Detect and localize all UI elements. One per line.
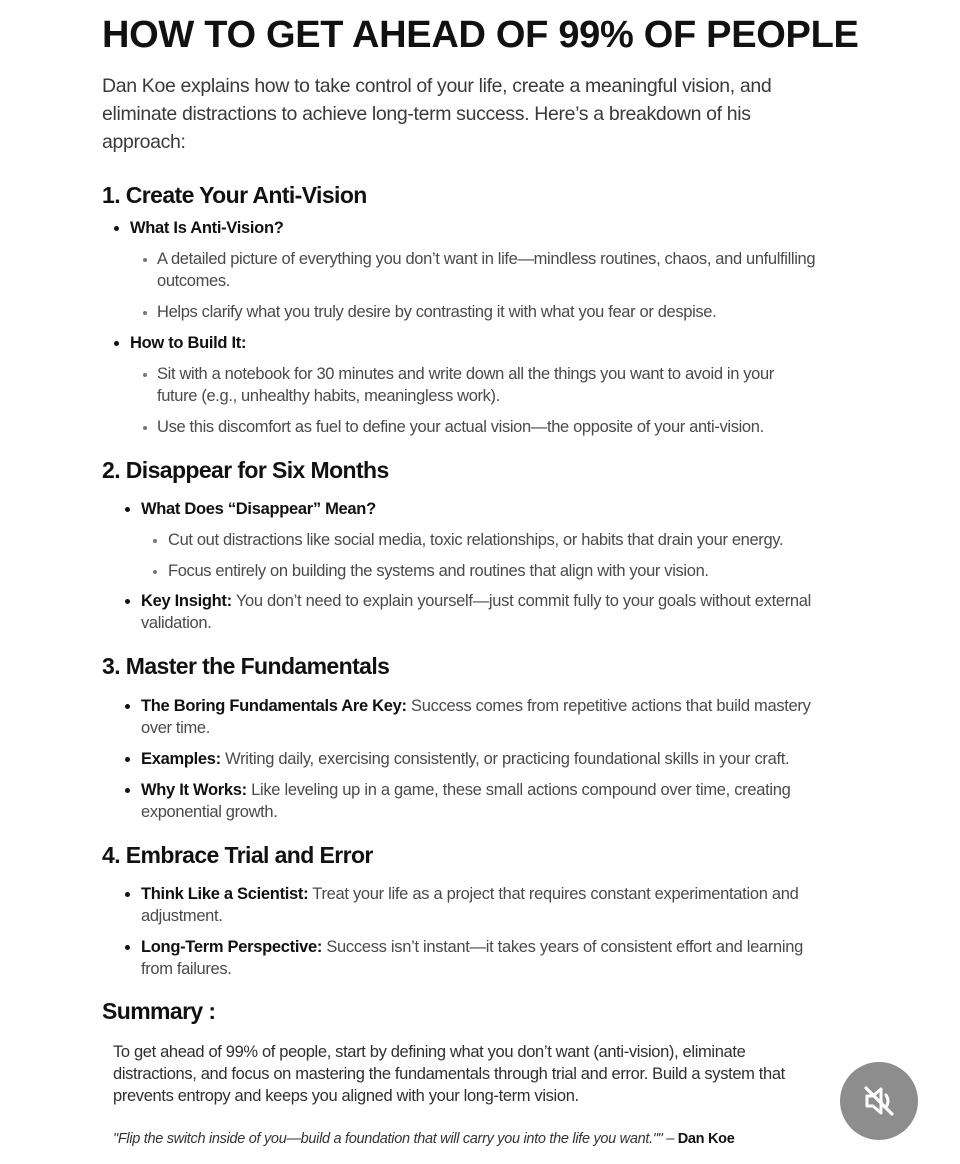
mute-button[interactable] xyxy=(840,1062,918,1140)
s4-scientist-label: Think Like a Scientist: xyxy=(141,885,309,903)
bullet-dot xyxy=(143,373,147,377)
section-1-heading: 1. Create Your Anti-Vision xyxy=(102,182,367,208)
bullet-dot xyxy=(125,757,130,762)
s3-why-label: Why It Works: xyxy=(141,781,247,799)
s3-bullet-why xyxy=(141,781,791,800)
s3-why-line-2: exponential growth. xyxy=(141,803,278,821)
intro-line-3: approach: xyxy=(102,131,186,153)
speaker-muted-icon xyxy=(859,1081,899,1121)
s2-sub-2: Focus entirely on building the systems and routines that align with your vision. xyxy=(168,562,709,580)
quote-text: "Flip the switch inside of you—build a foundation that will carry you into the life you want."" – xyxy=(113,1131,678,1147)
s2-bullet-disappear: What Does “Disappear” Mean? xyxy=(141,500,376,518)
bullet-dot xyxy=(114,226,119,231)
bullet-dot xyxy=(125,599,130,604)
s4-perspective-label: Long-Term Perspective: xyxy=(141,938,323,956)
bullet-dot xyxy=(125,507,130,512)
bullet-dot xyxy=(143,311,147,315)
s3-fundamentals-line-2: over time. xyxy=(141,719,210,737)
bullet-dot xyxy=(153,539,157,543)
closing-quote xyxy=(113,1131,734,1147)
s2-insight-line-2: validation. xyxy=(141,614,212,632)
s3-fundamentals-text: Success comes from repetitive actions that build mastery xyxy=(406,697,811,715)
s4-perspective-text: Success isn’t instant—it takes years of consistent effort and learning xyxy=(322,938,804,956)
intro-line-2: eliminate distractions to achieve long-term success. Here’s a breakdown of his xyxy=(102,103,751,125)
bullet-dot xyxy=(125,892,130,897)
s1-sub-2: Helps clarify what you truly desire by contrasting it with what you fear or despise. xyxy=(157,303,717,321)
s1-bullet-build: How to Build It: xyxy=(130,334,247,352)
summary-line-3: prevents entropy and keeps you aligned with your long-term vision. xyxy=(113,1087,579,1105)
s3-fundamentals-label: The Boring Fundamentals Are Key: xyxy=(141,697,407,715)
bullet-dot xyxy=(125,945,130,950)
s2-insight-label: Key Insight: xyxy=(141,592,232,610)
s3-examples-text: Writing daily, exercising consistently, or practicing foundational skills in your craft. xyxy=(220,750,790,768)
s1-sub-3-line-1: Sit with a notebook for 30 minutes and write down all the things you want to avoid in your xyxy=(157,365,774,383)
s2-sub-1: Cut out distractions like social media, toxic relationships, or habits that drain your energy. xyxy=(168,531,784,549)
s4-bullet-perspective xyxy=(141,938,803,957)
page-title: HOW TO GET AHEAD OF 99% OF PEOPLE xyxy=(102,14,859,56)
s1-bullet-anti-vision: What Is Anti-Vision? xyxy=(130,219,284,237)
summary-line-2: distractions, and focus on mastering the fundamentals through trial and error. Build a system that xyxy=(113,1065,785,1083)
quote-author: Dan Koe xyxy=(677,1131,735,1147)
bullet-dot xyxy=(125,704,130,709)
s4-perspective-line-2: from failures. xyxy=(141,960,232,978)
s1-sub-4: Use this discomfort as fuel to define your actual vision—the opposite of your anti-vision. xyxy=(157,418,764,436)
s4-scientist-line-2: adjustment. xyxy=(141,907,223,925)
s1-sub-1-line-2: outcomes. xyxy=(157,272,230,290)
summary-heading: Summary : xyxy=(102,998,216,1024)
summary-line-1: To get ahead of 99% of people, start by defining what you don’t want (anti-vision), eliminate xyxy=(113,1043,746,1061)
bullet-dot xyxy=(143,258,147,262)
bullet-dot xyxy=(143,426,147,430)
s4-bullet-scientist xyxy=(141,885,799,904)
s3-examples-label: Examples: xyxy=(141,750,221,768)
bullet-dot xyxy=(125,788,130,793)
s4-scientist-text: Treat your life as a project that requires constant experimentation and xyxy=(308,885,799,903)
s1-sub-1-line-1: A detailed picture of everything you don’t want in life—mindless routines, chaos, and unfulfilling xyxy=(157,250,816,268)
bullet-dot xyxy=(114,341,119,346)
section-3-heading: 3. Master the Fundamentals xyxy=(102,653,390,679)
s1-sub-3-line-2: future (e.g., unhealthy habits, meaningless work). xyxy=(157,387,500,405)
s3-bullet-fundamentals xyxy=(141,697,811,716)
section-2-heading: 2. Disappear for Six Months xyxy=(102,457,389,483)
s2-bullet-insight xyxy=(141,592,811,611)
s3-bullet-examples xyxy=(141,750,789,769)
s2-insight-text: You don’t need to explain yourself—just commit fully to your goals without external xyxy=(231,592,812,610)
section-4-heading: 4. Embrace Trial and Error xyxy=(102,842,373,868)
bullet-dot xyxy=(153,570,157,574)
s3-why-text: Like leveling up in a game, these small actions compound over time, creating xyxy=(246,781,791,799)
intro-line-1: Dan Koe explains how to take control of your life, create a meaningful vision, and xyxy=(102,75,772,97)
